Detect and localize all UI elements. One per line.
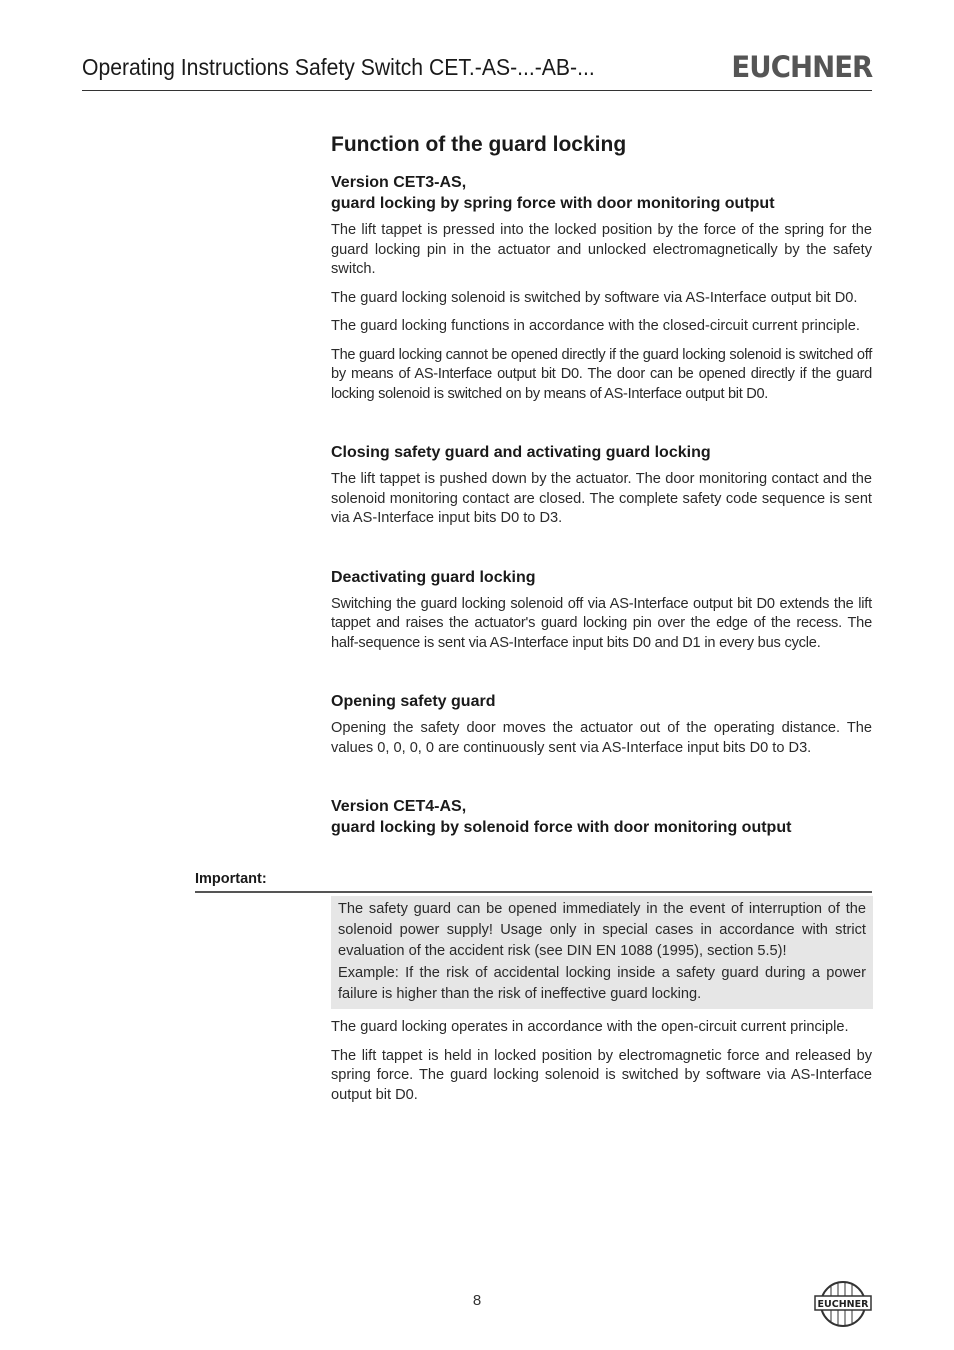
paragraph: Opening the safety door moves the actuator out of the operating distance. The values 0, 0, 0, 0 are continuously sent via AS-Interface input bits D0 to D3. [331, 720, 872, 756]
important-label: Important: [195, 871, 267, 887]
version-cet3-title: Version CET3-AS, [331, 174, 467, 191]
paragraph: The lift tappet is pressed into the locked position by the force of the spring for the guard locking pin in the actuator and unlocked electromagnetically by the safety switch. [331, 222, 872, 277]
paragraph: The guard locking cannot be opened directly if the guard locking solenoid is switched off by means of AS-Interface output bit D0. The door can be opened directly if the guard locking solenoid is switched on by means of AS-Interface output bit D0. [331, 346, 872, 402]
brand-logo: EUCHNER [731, 50, 872, 84]
section-heading: Function of the guard locking [331, 133, 627, 156]
footer-logo-text: EUCHNER [817, 1299, 869, 1310]
paragraph: The guard locking solenoid is switched by software via AS-Interface output bit D0. [331, 289, 858, 306]
page-number: 8 [472, 1292, 482, 1309]
paragraph: The guard locking operates in accordance with the open-circuit current principle. [331, 1019, 849, 1035]
version-cet3-subtitle: guard locking by spring force with door monitoring output [331, 195, 775, 212]
document-title: Operating Instructions Safety Switch CET.-AS-...-AB-... [82, 54, 595, 80]
version-cet4-title: Version CET4-AS, [331, 798, 467, 815]
page-header [82, 50, 872, 91]
version-cet4-heading [331, 796, 872, 838]
paragraph: The lift tappet is held in locked position by electromagnetic force and released by spring force. The guard locking solenoid is switched by software via AS-Interface output bit D0. [331, 1047, 872, 1103]
after-note-content [331, 1018, 872, 1114]
note-text: The safety guard can be opened immediately in the event of interruption of the solenoid power supply! Usage only in special cases in accordance with strict evaluation of the accident risk (see DIN EN 1088 (1995), section 5.5)! [338, 901, 866, 960]
version-cet3-heading [331, 172, 872, 214]
important-note [331, 896, 873, 1009]
footer-logo-icon [814, 1280, 872, 1328]
main-content [331, 131, 872, 845]
paragraph: The lift tappet is pushed down by the actuator. The door monitoring contact and the solenoid monitoring contact are closed. The complete safety code sequence is sent via AS-Interface input bits D0 to D3. [331, 471, 872, 526]
paragraph: Switching the guard locking solenoid off via AS-Interface output bit D0 extends the lift tappet and raises the actuator's guard locking pin over the edge of the recess. The half-sequence is sent via AS-Interface input bits D0 and D1 in every bus cycle. [331, 595, 872, 651]
version-cet4-subtitle: guard locking by solenoid force with door monitoring output [331, 819, 792, 836]
important-divider [195, 891, 872, 893]
paragraph: The guard locking functions in accordance with the closed-circuit current principle. [331, 318, 860, 334]
deactivating-heading: Deactivating guard locking [331, 568, 536, 586]
note-example: Example: If the risk of accidental locking inside a safety guard during a power failure is higher than the risk of ineffective guard locking. [338, 964, 866, 1002]
closing-heading: Closing safety guard and activating guard locking [331, 444, 711, 461]
opening-heading: Opening safety guard [331, 693, 496, 710]
